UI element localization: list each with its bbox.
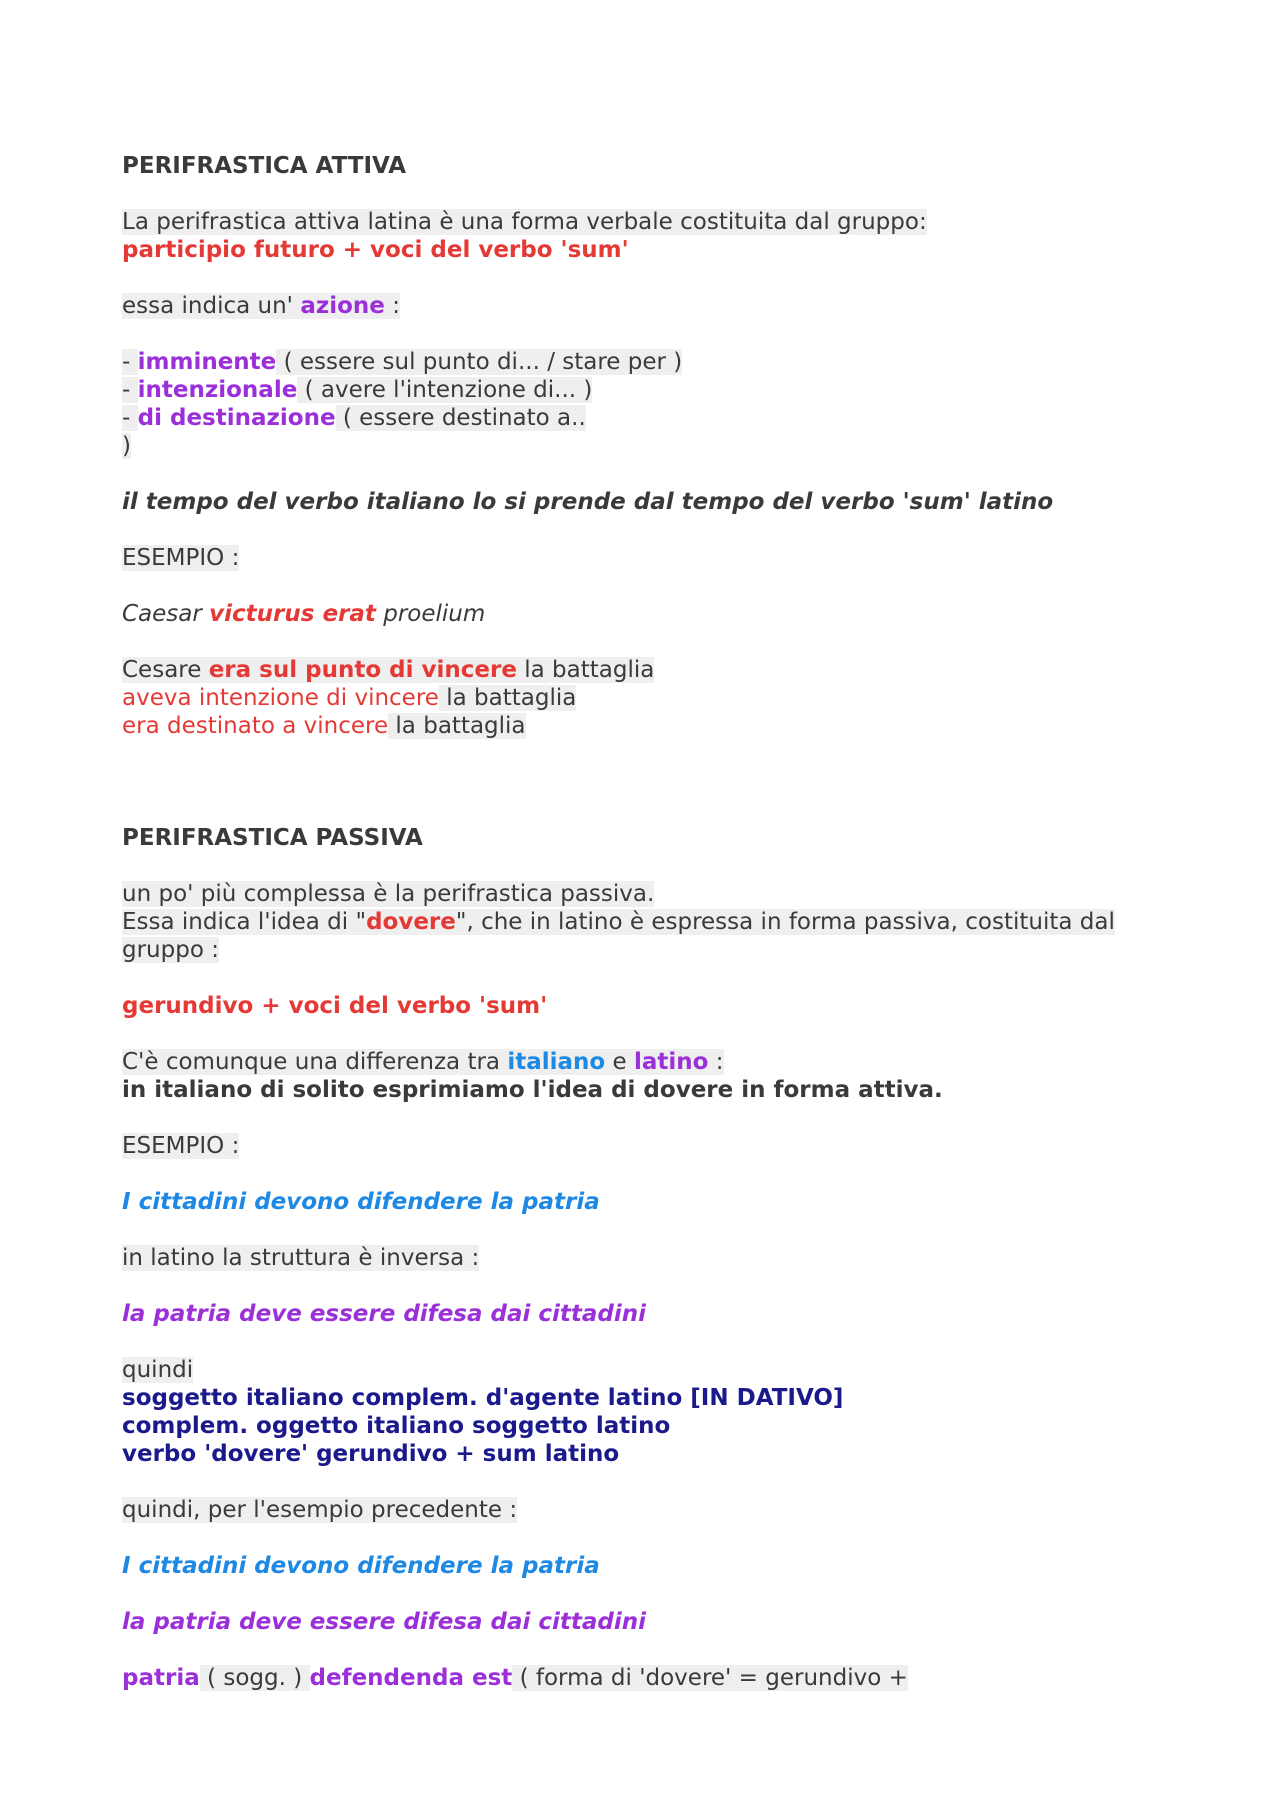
attiva-esempio-label: ESEMPIO :: [122, 545, 240, 571]
example-italian-2: I cittadini devono difendere la patria: [122, 1553, 600, 1579]
example-latin-2: la patria deve essere difesa dai cittadini: [122, 1609, 647, 1635]
section-title-passiva: PERIFRASTICA PASSIVA: [122, 825, 423, 851]
rule-2: complem. oggetto italiano soggetto latino: [122, 1413, 671, 1439]
passiva-formula: gerundivo + voci del verbo 'sum': [122, 993, 548, 1019]
list-close-paren: ): [122, 433, 131, 459]
list-item-destinazione: - di destinazione ( essere destinato a..: [122, 405, 586, 431]
latin-example: Caesar victurus erat proelium: [122, 601, 486, 627]
example-italian: I cittadini devono difendere la patria: [122, 1189, 600, 1215]
translation-2: aveva intenzione di vincere la battaglia: [122, 685, 577, 711]
passiva-difference-note: in italiano di solito esprimiamo l'idea di dovere in forma attiva.: [122, 1077, 943, 1103]
list-item-intenzionale: - intenzionale ( avere l'intenzione di... ): [122, 377, 593, 403]
quindi-label: quindi: [122, 1357, 194, 1383]
translation-3: era destinato a vincere la battaglia: [122, 713, 526, 739]
passiva-intro-1: un po' più complessa è la perifrastica passiva.: [122, 881, 655, 907]
attiva-indica: essa indica un' azione :: [122, 293, 400, 319]
section-title-attiva: PERIFRASTICA ATTIVA: [122, 153, 407, 179]
passiva-difference: C'è comunque una differenza tra italiano e latino :: [122, 1049, 724, 1075]
passiva-esempio-label: ESEMPIO :: [122, 1133, 240, 1159]
attiva-intro: La perifrastica attiva latina è una forma verbale costituita dal gruppo:: [122, 209, 927, 235]
passiva-intro-2: Essa indica l'idea di "dovere", che in latino è espressa in forma passiva, costituita dal: [122, 909, 1115, 935]
quindi-esempio-label: quindi, per l'esempio precedente :: [122, 1497, 518, 1523]
list-item-imminente: - imminente ( essere sul punto di... / stare per ): [122, 349, 683, 375]
final-analysis: patria ( sogg. ) defendenda est ( forma di 'dovere' = gerundivo +: [122, 1665, 908, 1691]
inverse-note: in latino la struttura è inversa :: [122, 1245, 480, 1271]
passiva-intro-3: gruppo :: [122, 937, 219, 963]
rule-3: verbo 'dovere' gerundivo + sum latino: [122, 1441, 620, 1467]
rule-1: soggetto italiano complem. d'agente latino [IN DATIVO]: [122, 1385, 844, 1411]
attiva-formula: participio futuro + voci del verbo 'sum': [122, 237, 629, 263]
tempo-note: il tempo del verbo italiano lo si prende dal tempo del verbo 'sum' latino: [122, 489, 1054, 515]
translation-1: Cesare era sul punto di vincere la battaglia: [122, 657, 655, 683]
example-latin: la patria deve essere difesa dai cittadini: [122, 1301, 647, 1327]
